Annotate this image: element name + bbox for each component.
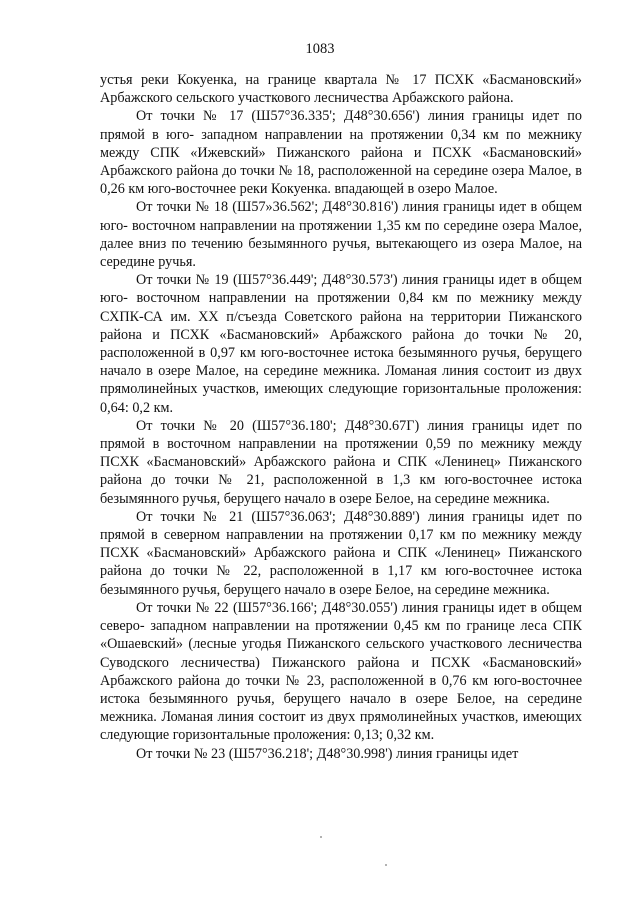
page-number: 1083 xyxy=(305,41,335,57)
paragraph-point-22: От точки № 22 (Ш57°36.166'; Д48°30.055') линия границы идет в общем северо- западном направлении на протяжении 0,45 км по границе леса СПК «Ошаевский» (лесные угодья Пижанского сельского участкового лесничества Суводского лесничества) Пижанского района и ПСХК «Басмановский» Арбажского района до точки № 23, расположенной в 0,76 км юго-восточнее истока безымянного ручья, берущего начало в озере Белое, на середине межника. Ломаная линия состоит из двух прямолинейных участков, имеющих следующие горизонтальные проложения: 0,13; 0,32 км. xyxy=(100,599,582,744)
paragraph-point-19: От точки № 19 (Ш57°36.449'; Д48°30.573') линия границы идет в общем юго- восточном направлении на протяжении 0,84 км по межнику между СХПК-СА им. XX п/съезда Советского района на территории Пижанского района и ПСХК «Басмановский» Арбажского района до точки № 20, расположенной в 0,97 км юго-восточнее истока безымянного ручья, берущего начало в озере Малое, на середине межника. Ломаная линия состоит из двух прямолинейных участков, имеющих следующие горизонтальные проложения: 0,64: 0,2 км. xyxy=(100,272,582,416)
document-body xyxy=(100,71,582,763)
paragraph-point-23: От точки № 23 (Ш57°36.218'; Д48°30.998') линия границы идет xyxy=(136,745,519,762)
scan-speck xyxy=(385,864,387,866)
paragraph-continuation: устья реки Кокуенка, на границе квартала № 17 ПСХК «Басмановский» Арбажского сельского участкового лесничества Арбажского района. xyxy=(100,72,582,107)
paragraph-point-20: От точки № 20 (Ш57°36.180'; Д48°30.67Г) линия границы идет по прямой в восточном направлении на протяжении 0,59 по межнику между ПСХК «Басмановский» Арбажского района и СПК «Ленинец» Пижанского района до точки № 21, расположенной в 1,3 км юго-восточнее истока безымянного ручья, берущего начало в озере Белое, на середине межника. xyxy=(100,417,582,507)
scan-speck xyxy=(320,836,322,838)
paragraph-point-21: От точки № 21 (Ш57°36.063'; Д48°30.889') линия границы идет по прямой в северном направлении на протяжении 0,17 км по межнику между ПСХК «Басмановский» Арбажского района и СПК «Ленинец» Пижанского района до точки № 22, расположенной в 1,17 км юго-восточнее истока безымянного ручья, берущего начало в озере Белое, на середине межника. xyxy=(100,508,582,598)
paragraph-point-17: От точки № 17 (Ш57°36.335'; Д48°30.656') линия границы идет по прямой в юго- западном направлении на протяжении 0,34 км по межнику между СПК «Ижевский» Пижанского района и ПСХК «Басмановский» Арбажского района до точки № 18, расположенной на середине озера Малое, в 0,26 км юго-восточнее реки Кокуенка. впадающей в озеро Малое. xyxy=(100,108,582,198)
paragraph-point-18: От точки № 18 (Ш57»36.562'; Д48°30.816') линия границы идет в общем юго- восточном направлении на протяжении 1,35 км по середине озера Малое, далее вниз по течению безымянного ручья, вытекающего из озера Малое, на середине ручья. xyxy=(100,199,582,271)
